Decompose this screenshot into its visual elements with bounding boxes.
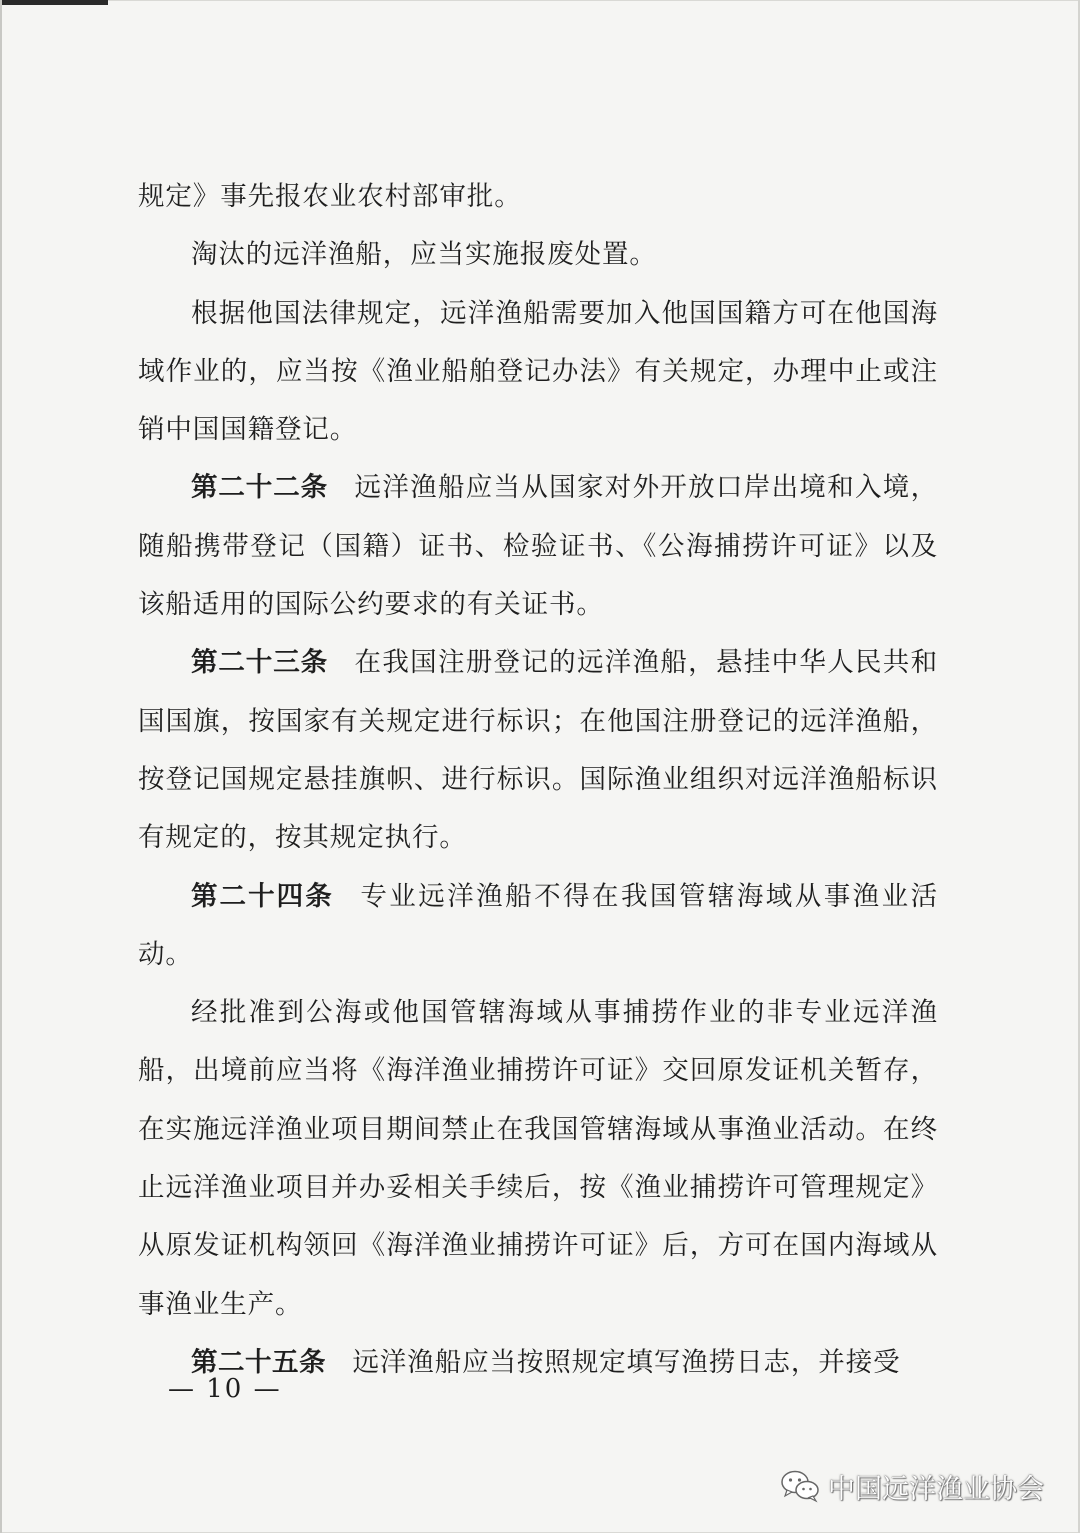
article-text: 专业远洋渔船不得在我国管辖海域从事渔业活动。 bbox=[138, 880, 938, 970]
article-title: 第二十三条 bbox=[191, 647, 329, 679]
page-number: — 10 — bbox=[168, 1374, 282, 1404]
article-text: 在我国注册登记的远洋渔船，悬挂中华人民共和国国旗，按国家有关规定进行标识；在他国注册登记的远洋渔船，按登记国规定悬挂旗帜、进行标识。国际渔业组织对远洋渔船标识有规定的，按其规定执行。 bbox=[138, 647, 939, 854]
paragraph-text: 经批准到公海或他国管辖海域从事捕捞作业的非专业远洋渔船，出境前应当将《海洋渔业捕捞许可证》交回原发证机关暂存，在实施远洋渔业项目期间禁止在我国管辖海域从事渔业活动。在终止远洋渔业项目并办妥相关手续后，按《渔业捕捞许可管理规定》从原发证机构领回《海洋渔业捕捞许可证》后，方可在国内海域从事渔业生产。 bbox=[138, 997, 938, 1320]
wechat-icon bbox=[780, 1469, 820, 1503]
paragraph bbox=[138, 984, 938, 1334]
page-edge-left bbox=[0, 0, 2, 1533]
watermark-text: 中国远洋渔业协会 bbox=[828, 1473, 1044, 1505]
article-title: 第二十五条 bbox=[191, 1346, 326, 1378]
document-body bbox=[138, 168, 938, 1392]
article-22 bbox=[138, 459, 938, 634]
paragraph bbox=[138, 285, 938, 460]
wechat-watermark bbox=[780, 1466, 1044, 1506]
article-23 bbox=[138, 634, 938, 867]
paragraph bbox=[138, 226, 938, 284]
paragraph-text: 根据他国法律规定，远洋渔船需要加入他国国籍方可在他国海域作业的，应当按《渔业船舶登记办法》有关规定，办理中止或注销中国国籍登记。 bbox=[138, 297, 938, 446]
paragraph-text: 规定》事先报农业农村部审批。 bbox=[138, 181, 522, 212]
article-title: 第二十四条 bbox=[191, 880, 334, 912]
article-text: 远洋渔船应当从国家对外开放口岸出境和入境，随船携带登记（国籍）证书、检验证书、《公海捕捞许可证》以及该船适用的国际公约要求的有关证书。 bbox=[138, 472, 939, 621]
scan-corner-mark bbox=[0, 0, 108, 5]
article-24 bbox=[138, 868, 938, 985]
paragraph-text: 淘汰的远洋渔船，应当实施报废处置。 bbox=[191, 239, 657, 271]
article-title: 第二十二条 bbox=[191, 472, 329, 504]
article-text: 远洋渔船应当按照规定填写渔捞日志，并接受 bbox=[352, 1346, 901, 1378]
paragraph-continued bbox=[138, 168, 938, 226]
